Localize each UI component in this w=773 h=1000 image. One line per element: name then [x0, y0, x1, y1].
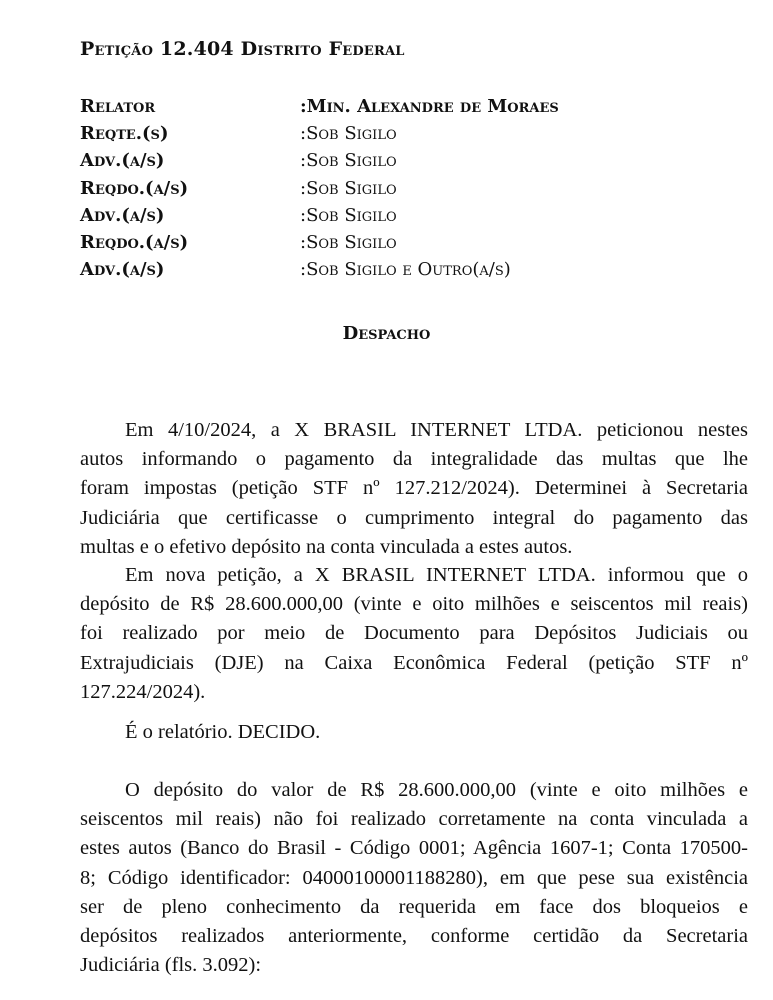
text-line: estes autos (Banco do Brasil - Código 0001; Agência 1607-1; Conta 170500- — [80, 837, 748, 860]
party-row — [80, 229, 559, 256]
text-line: É o relatório. DECIDO. — [125, 721, 321, 743]
party-label: Adv.(a/s) — [80, 204, 165, 226]
party-row — [80, 147, 559, 174]
text-line: foram impostas (petição STF nº 127.212/2024). Determinei à Secretaria — [80, 477, 748, 500]
party-value: :Min. Alexandre de Moraes — [300, 96, 559, 117]
party-value: :Sob Sigilo — [300, 204, 397, 226]
text-line: seiscentos mil reais) não foi realizado corretamente na conta vinculada a — [80, 808, 748, 831]
text-line: depósitos realizados anteriormente, conforme certidão da Secretaria — [80, 924, 748, 947]
text-line: 8; Código identificador: 04000100001188280), em que pese sua existência — [80, 866, 748, 889]
party-label: Adv.(a/s) — [80, 150, 165, 172]
text-line: Judiciária (fls. 3.092): — [80, 954, 262, 977]
party-row — [80, 256, 559, 283]
party-label: Reqdo.(a/s) — [80, 231, 189, 253]
party-row — [80, 202, 559, 229]
text-line: Em 4/10/2024, a X BRASIL INTERNET LTDA. peticionou nestes — [125, 419, 748, 441]
party-label: Reqdo.(a/s) — [80, 177, 189, 199]
text-line: 127.224/2024). — [80, 680, 206, 703]
party-row — [80, 175, 559, 202]
paragraph-3 — [80, 718, 748, 747]
text-line: Extrajudiciais (DJE) na Caixa Econômica Federal (petição STF nº — [80, 651, 748, 674]
paragraph-2 — [80, 561, 748, 707]
party-value: :Sob Sigilo — [300, 177, 397, 199]
text-line: foi realizado por meio de Documento para Depósitos Judiciais ou — [80, 622, 748, 645]
parties-list — [80, 93, 559, 283]
text-line: multas e o efetivo depósito na conta vinculada a estes autos. — [80, 535, 573, 558]
text-line: O depósito do valor de R$ 28.600.000,00 (vinte e oito milhões e — [125, 779, 748, 801]
text-line: ser de pleno conhecimento da requerida em face dos bloqueios e — [80, 895, 748, 918]
party-row — [80, 120, 559, 147]
party-label: Adv.(a/s) — [80, 259, 165, 281]
document-title: Petição 12.404 Distrito Federal — [80, 38, 405, 60]
text-line: depósito de R$ 28.600.000,00 (vinte e oito milhões e seiscentos mil reais) — [80, 593, 748, 616]
party-value: :Sob Sigilo — [300, 231, 397, 253]
text-line: autos informando o pagamento da integralidade das multas que lhe — [80, 448, 748, 471]
section-heading: Despacho — [342, 323, 431, 344]
paragraph-4 — [80, 776, 748, 980]
party-label: Relator — [80, 96, 156, 117]
party-row — [80, 93, 559, 120]
text-line: Judiciária que certificasse o cumprimento integral do pagamento das — [80, 506, 748, 529]
party-label: Reqte.(s) — [80, 123, 169, 145]
party-value: :Sob Sigilo — [300, 150, 397, 172]
paragraph-1 — [80, 416, 748, 562]
party-value: :Sob Sigilo — [300, 123, 397, 145]
party-value: :Sob Sigilo e Outro(a/s) — [300, 259, 511, 281]
text-line: Em nova petição, a X BRASIL INTERNET LTDA. informou que o — [125, 564, 748, 586]
